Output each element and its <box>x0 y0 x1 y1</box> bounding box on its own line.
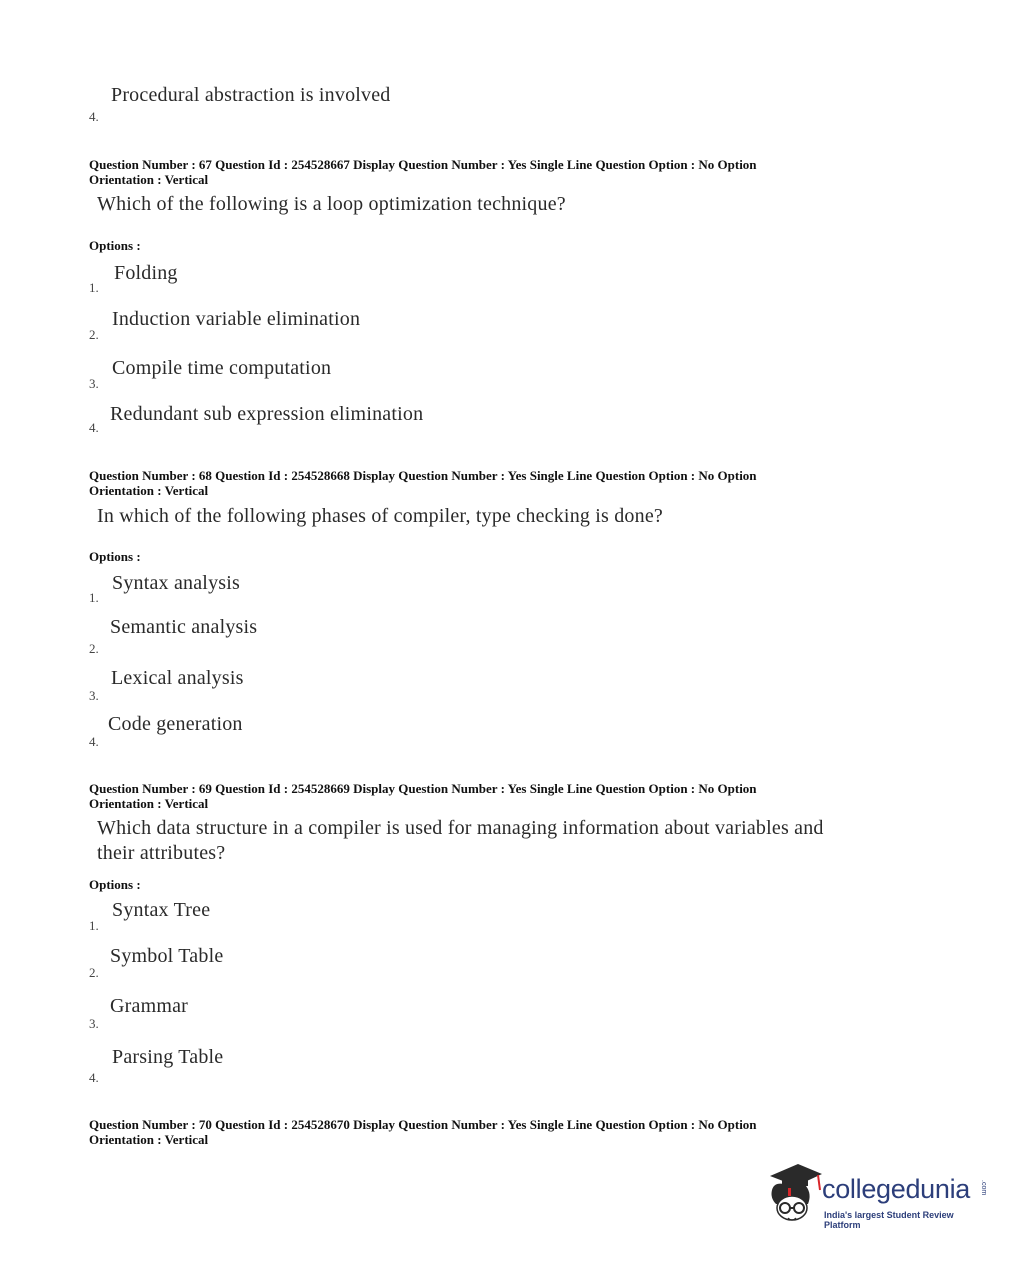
option-text: Lexical analysis <box>111 667 244 689</box>
option-text: Procedural abstraction is involved <box>111 84 391 106</box>
brand-com: .com <box>980 1180 987 1196</box>
option-text: Syntax Tree <box>112 899 211 921</box>
question-meta: Question Number : 67 Question Id : 254528667 Display Question Number : Yes Single Line Question Option : No Option <box>89 157 757 172</box>
option-number: 4. <box>89 109 99 124</box>
brand-tagline: India's largest Student Review Platform <box>824 1210 954 1230</box>
option-number: 1. <box>89 590 99 605</box>
option-text: Redundant sub expression elimination <box>110 403 424 425</box>
option-text: Grammar <box>110 995 189 1017</box>
option-text: Compile time computation <box>112 357 332 379</box>
option-number: 1. <box>89 280 99 295</box>
question-meta-orientation: Orientation : Vertical <box>89 483 209 498</box>
option-number: 4. <box>89 420 99 435</box>
option-text: Symbol Table <box>110 945 224 967</box>
option-number: 3. <box>89 688 99 703</box>
question-meta-orientation: Orientation : Vertical <box>89 1132 209 1147</box>
question-meta-orientation: Orientation : Vertical <box>89 796 209 811</box>
options-label: Options : <box>89 238 141 253</box>
option-text: Folding <box>114 262 178 284</box>
question-meta: Question Number : 68 Question Id : 254528668 Display Question Number : Yes Single Line Question Option : No Option <box>89 468 757 483</box>
question-text: Which of the following is a loop optimization technique? <box>97 193 566 215</box>
question-text: Which data structure in a compiler is used for managing information about variables and <box>97 817 824 839</box>
option-number: 3. <box>89 376 99 391</box>
collegedunia-watermark <box>762 1160 992 1230</box>
question-meta: Question Number : 69 Question Id : 254528669 Display Question Number : Yes Single Line Question Option : No Option <box>89 781 757 796</box>
option-number: 2. <box>89 965 99 980</box>
option-number: 4. <box>89 734 99 749</box>
brand-wordmark: collegedunia <box>822 1174 971 1204</box>
option-number: 1. <box>89 918 99 933</box>
option-number: 3. <box>89 1016 99 1031</box>
options-label: Options : <box>89 877 141 892</box>
option-text: Code generation <box>108 713 243 735</box>
option-number: 4. <box>89 1070 99 1085</box>
options-label: Options : <box>89 549 141 564</box>
question-text-continued: their attributes? <box>97 842 226 864</box>
question-text: In which of the following phases of compiler, type checking is done? <box>97 505 663 527</box>
question-meta: Question Number : 70 Question Id : 254528670 Display Question Number : Yes Single Line Question Option : No Option <box>89 1117 757 1132</box>
option-text: Syntax analysis <box>112 572 240 594</box>
option-text: Semantic analysis <box>110 616 258 638</box>
mascot-icon <box>762 1160 824 1230</box>
option-text: Parsing Table <box>112 1046 224 1068</box>
question-meta-orientation: Orientation : Vertical <box>89 172 209 187</box>
option-text: Induction variable elimination <box>112 308 361 330</box>
option-number: 2. <box>89 641 99 656</box>
option-number: 2. <box>89 327 99 342</box>
